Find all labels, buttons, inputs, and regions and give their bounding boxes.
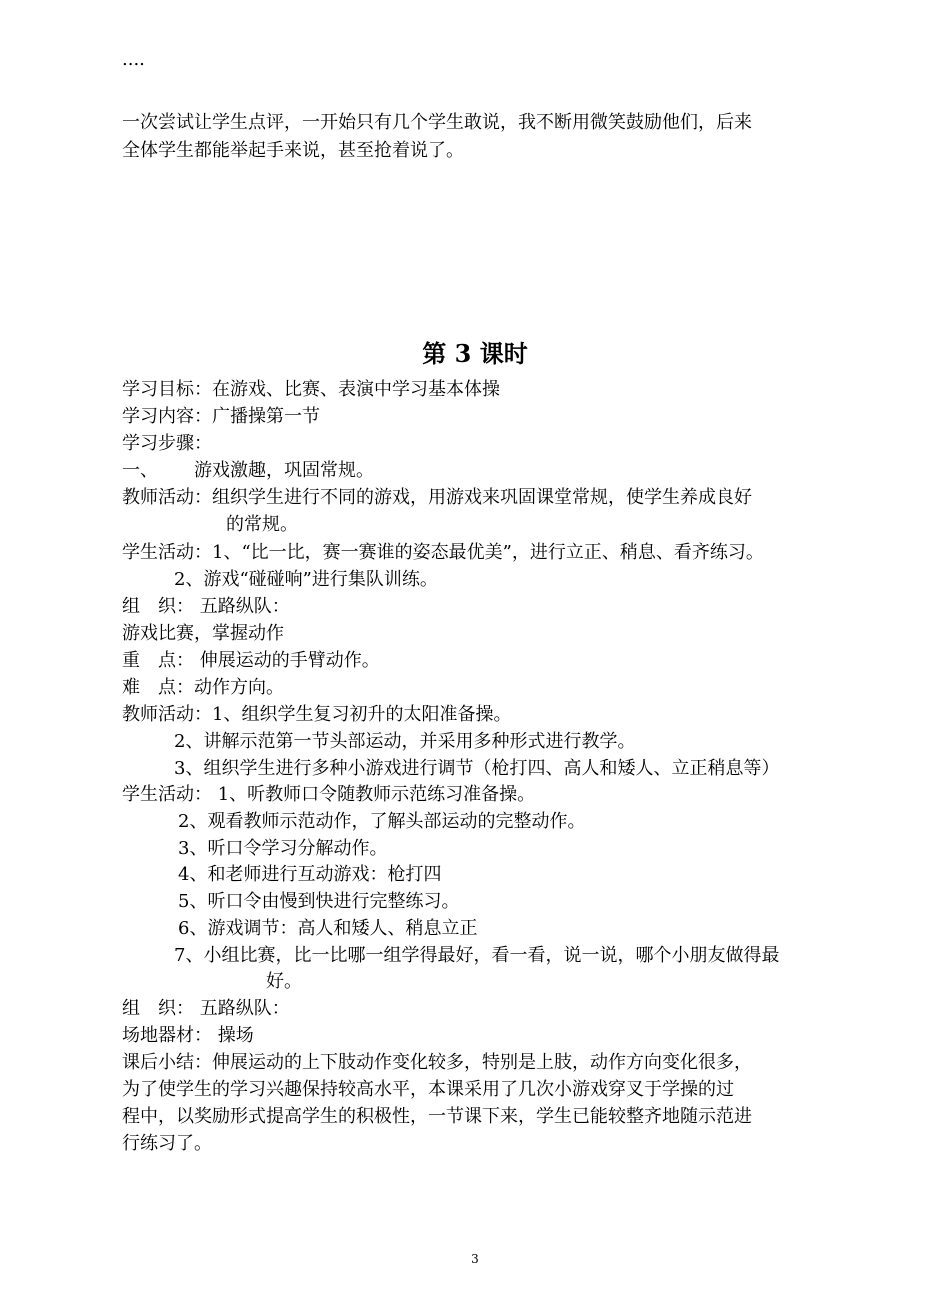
student-activity-line: 6、游戏调节：高人和矮人、稍息立正 [178, 918, 478, 939]
student-activity-line: 学生活动：1、“比一比，赛一赛谁的姿态最优美”，进行立正、稍息、看齐练习。 [122, 542, 764, 563]
teacher-activity-line: 教师活动：组织学生进行不同的游戏，用游戏来巩固课堂常规，使学生养成良好 [122, 487, 752, 508]
summary-line: 程中，以奖励形式提高学生的积极性，一节课下来，学生已能较整齐地随示范进 [122, 1106, 752, 1127]
student-activity-line: 好。 [266, 971, 302, 992]
difficult-point: 难 点：动作方向。 [122, 677, 284, 698]
summary-line: 为了使学生的学习兴趣保持较高水平，本课采用了几次小游戏穿叉于学操的过 [122, 1079, 734, 1100]
step-number: 一、 [122, 460, 158, 481]
paragraph-line: 全体学生都能举起手来说，甚至抢着说了。 [122, 140, 464, 161]
organization: 组 织： 五路纵队： [122, 596, 290, 617]
step-heading: 游戏激趣，巩固常规。 [194, 460, 374, 481]
learning-steps-label: 学习步骤： [122, 433, 212, 454]
teacher-activity-line: 3、组织学生进行多种小游戏进行调节（枪打四、高人和矮人、立正稍息等） [174, 758, 780, 779]
page-number: 3 [471, 1252, 479, 1266]
student-activity-line: 2、游戏“碰碰响”进行集队训练。 [174, 569, 438, 590]
ellipsis-text: .... [122, 49, 145, 70]
organization: 组 织： 五路纵队： [122, 998, 290, 1019]
student-activity-line: 学生活动： 1、听教师口令随教师示范练习准备操。 [122, 784, 536, 805]
key-point: 重 点： 伸展运动的手臂动作。 [122, 650, 380, 671]
venue-equipment: 场地器材： 操场 [122, 1025, 254, 1046]
student-activity-line: 5、听口令由慢到快进行完整练习。 [178, 891, 460, 912]
teacher-activity-line: 2、讲解示范第一节头部运动，并采用多种形式进行教学。 [174, 731, 636, 752]
student-activity-line: 3、听口令学习分解动作。 [178, 838, 388, 859]
learning-content: 学习内容：广播操第一节 [122, 406, 320, 427]
learning-goal: 学习目标：在游戏、比赛、表演中学习基本体操 [122, 379, 500, 400]
student-activity-line: 4、和老师进行互动游戏：枪打四 [178, 864, 442, 885]
paragraph-line: 一次尝试让学生点评，一开始只有几个学生敢说，我不断用微笑鼓励他们，后来 [122, 112, 752, 133]
game-line: 游戏比赛，掌握动作 [122, 623, 284, 644]
teacher-activity-line: 教师活动：1、组织学生复习初升的太阳准备操。 [122, 704, 512, 725]
student-activity-line: 2、观看教师示范动作，了解头部运动的完整动作。 [178, 811, 586, 832]
summary-line: 课后小结：伸展运动的上下肢动作变化较多，特别是上肢，动作方向变化很多， [122, 1052, 752, 1073]
student-activity-line: 7、小组比赛，比一比哪一组学得最好，看一看，说一说，哪个小朋友做得最 [174, 945, 780, 966]
lesson-title: 第 3 课时 [422, 339, 528, 368]
summary-line: 行练习了。 [122, 1133, 212, 1154]
teacher-activity-line: 的常规。 [226, 514, 298, 535]
